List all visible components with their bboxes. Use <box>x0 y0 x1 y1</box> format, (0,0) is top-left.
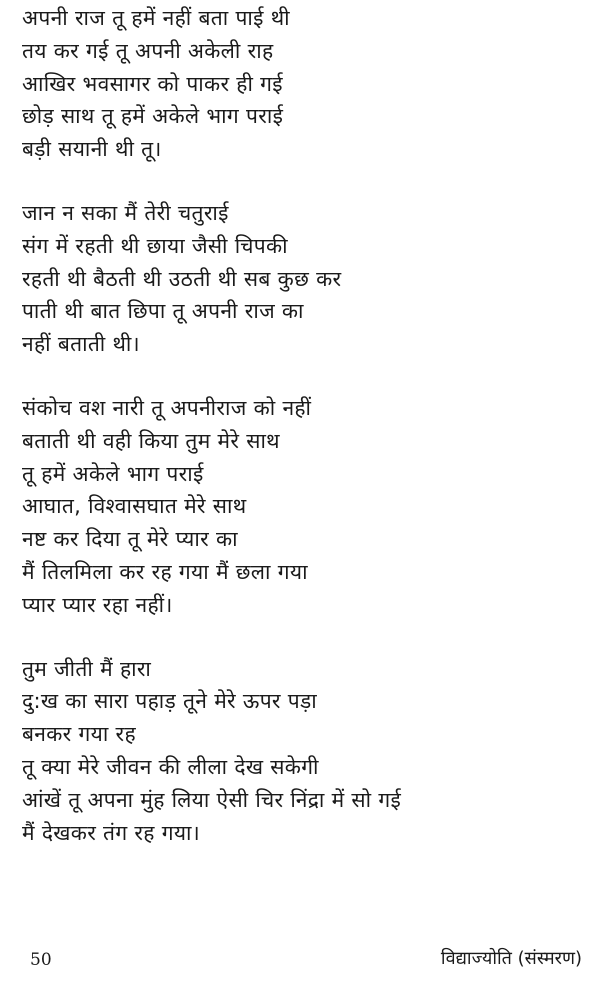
poem-body <box>22 2 582 880</box>
poem-line: संग में रहती थी छाया जैसी चिपकी <box>22 233 288 258</box>
poem-line: तुम जीती मैं हारा <box>22 656 152 681</box>
running-title: विद्याज्योति (संस्मरण) <box>440 948 582 969</box>
stanza-2 <box>22 197 582 361</box>
poem-line: पाती थी बात छिपा तू अपनी राज का <box>22 299 304 324</box>
stanza-3 <box>22 392 582 622</box>
poem-line: बड़ी सयानी थी तू। <box>22 137 162 162</box>
poem-line: नष्ट कर दिया तू मेरे प्यार का <box>22 527 238 552</box>
poem-line: जान न सका मैं तेरी चतुराई <box>22 200 229 225</box>
poem-line: तय कर गई तू अपनी अकेली राह <box>22 38 274 63</box>
poem-line: तू हमें अकेले भाग पराई <box>22 461 204 486</box>
poem-line: अपनी राज तू हमें नहीं बता पाई थी <box>22 6 290 30</box>
poem-line: आघात, विश्वासघात मेरे साथ <box>22 494 247 519</box>
poem-line: मैं देखकर तंग रह गया। <box>22 820 201 845</box>
poem-line: नहीं बताती थी। <box>22 332 140 357</box>
poem-line: आंखें तू अपना मुंह लिया ऐसी चिर निंद्रा में सो गई <box>22 787 402 812</box>
poem-line: छोड़ साथ तू हमें अकेले भाग पराई <box>22 104 284 129</box>
poem-line: दु:ख का सारा पहाड़ तूने मेरे ऊपर पड़ा <box>22 689 317 714</box>
poem-line: तू क्या मेरे जीवन की लीला देख सकेगी <box>22 754 319 779</box>
poem-line: मैं तिलमिला कर रह गया मैं छला गया <box>22 559 308 584</box>
poem-line: रहती थी बैठती थी उठती थी सब कुछ कर <box>22 266 342 291</box>
poem-line: प्यार प्यार रहा नहीं। <box>22 592 173 617</box>
page-number: 50 <box>30 950 52 970</box>
stanza-1 <box>22 2 582 166</box>
poem-line: संकोच वश नारी तू अपनीराज को नहीं <box>22 395 312 420</box>
poem-line: आखिर भवसागर को पाकर ही गई <box>22 71 283 96</box>
stanza-4 <box>22 653 582 850</box>
poem-line: बनकर गया रह <box>22 722 136 747</box>
page-footer <box>0 944 600 974</box>
poem-line: बताती थी वही किया तुम मेरे साथ <box>22 428 280 453</box>
